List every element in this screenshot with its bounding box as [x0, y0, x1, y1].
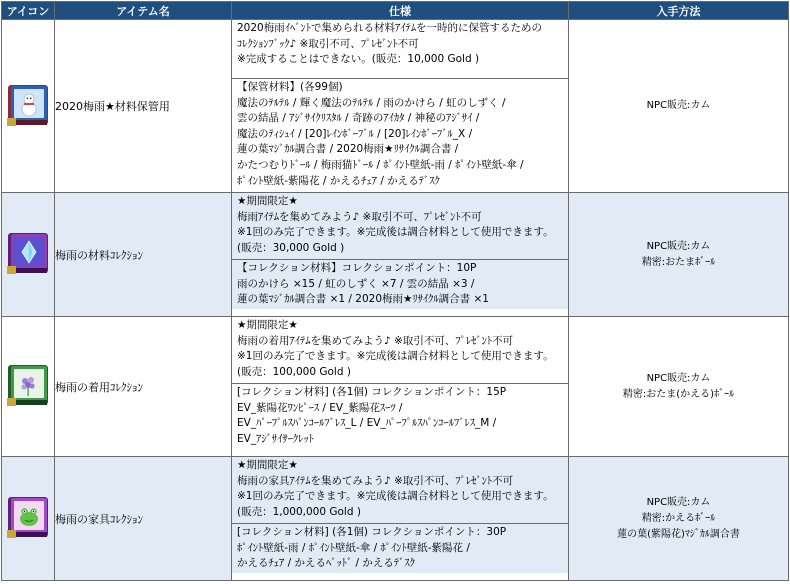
spec-line: ★期間限定★	[237, 459, 298, 471]
spec-line: ※完成することはできない。(販売：10,000 Gold )	[237, 53, 480, 66]
spec-line: 魔法のﾃﾙﾃﾙ / 輝く魔法のﾃﾙﾃﾙ / 雨のかけら / 虹のしずく /	[237, 96, 506, 109]
spec-line: (販売：100,000 Gold )	[237, 365, 351, 378]
spec-line: 2020梅雨ｲﾍﾞﾝﾄで集められる材料ｱｲﾃﾑを一時的に保管するための	[237, 22, 542, 34]
spec-description	[232, 193, 568, 260]
book-crystal-icon	[5, 230, 51, 276]
spec-line: EV_紫陽花ﾜﾝﾋﾟｰｽ / EV_紫陽花ｽｰﾂ /	[237, 401, 403, 414]
items-table	[1, 1, 789, 581]
spec-materials	[232, 524, 568, 573]
how-line: 精密:かえるﾎﾞｰﾙ	[641, 512, 716, 524]
spec-line: ﾎﾟｲﾝﾄ壁紙-紫陽花 / かえるﾁｪｱ / かえるﾃﾞｽｸ	[237, 174, 440, 187]
spec-line: [コレクション材料] (各1個) コレクションポイント：15P	[237, 386, 507, 398]
spec-line: 梅雨ｱｲﾃﾑを集めてみよう♪ ※取引不可、ﾌﾟﾚｾﾞﾝﾄ不可	[237, 210, 482, 223]
spec-line: ※1回のみ完了できます。※完成後は調合材料として使用できます。	[237, 226, 554, 239]
spec-description	[232, 20, 568, 79]
spec-line: かたつむりﾄﾞｰﾙ / 梅雨猫ﾄﾞｰﾙ / ﾎﾟｲﾝﾄ壁紙-雨 / ﾎﾟｲﾝﾄ壁紙-傘 /	[237, 158, 524, 171]
item-spec-cell	[232, 193, 569, 317]
spec-materials	[232, 79, 568, 190]
item-row-2	[2, 193, 789, 317]
spec-line: EV_ｱｼﾞｻｲｻｰｸﾚｯﾄ	[237, 432, 314, 445]
item-icon-cell	[2, 317, 55, 457]
how-line: 精密:おたまﾎﾞｰﾙ	[641, 256, 716, 268]
how-to-obtain	[569, 457, 789, 581]
item-icon-cell	[2, 457, 55, 581]
spec-line: 梅雨の家具ｱｲﾃﾑを集めてみよう♪ ※取引不可、ﾌﾟﾚｾﾞﾝﾄ不可	[237, 474, 514, 487]
item-row-3	[2, 317, 789, 457]
how-line: NPC販売:カム	[646, 496, 711, 508]
item-spec-cell	[232, 457, 569, 581]
spec-description	[232, 317, 568, 384]
spec-line: かえるﾁｪｱ / かえるﾍﾞｯﾄﾞ / かえるﾃﾞｽｸ	[237, 557, 415, 570]
spec-line: ★期間限定★	[237, 319, 298, 331]
spec-line: 【保管材料】(各99個)	[237, 81, 343, 93]
spec-line: 雨のかけら ×15 / 虹のしずく ×7 / 雲の結晶 ×3 /	[237, 277, 475, 290]
spec-line: (販売：1,000,000 Gold )	[237, 505, 361, 518]
item-spec-cell	[232, 20, 569, 193]
book-hydrangea-icon	[5, 362, 51, 408]
how-line: 精密:おたま(かえる)ﾎﾞｰﾙ	[622, 388, 735, 400]
item-name: 梅雨の材料ｺﾚｸｼｮﾝ	[55, 193, 232, 317]
item-icon-cell	[2, 193, 55, 317]
spec-line: [コレクション材料] (各1個) コレクションポイント：30P	[237, 526, 507, 538]
how-to-obtain	[569, 193, 789, 317]
book-frog-icon	[5, 494, 51, 540]
how-to-obtain	[569, 20, 789, 193]
item-icon-cell	[2, 20, 55, 193]
how-line: NPC販売:カム	[646, 240, 711, 252]
spec-line: ★期間限定★	[237, 195, 298, 207]
item-name: 2020梅雨★材料保管用	[55, 20, 232, 193]
spec-line: 蓮の葉ﾏｼﾞｶﾙ調合書 ×1 / 2020梅雨★ﾘｻｲｸﾙ調合書 ×1	[237, 293, 489, 306]
spec-line: ﾎﾟｲﾝﾄ壁紙-雨 / ﾎﾟｲﾝﾄ壁紙-傘 / ﾎﾟｲﾝﾄ壁紙-紫陽花 /	[237, 541, 470, 554]
header-icon: アイコン	[2, 2, 55, 20]
spec-line: EV_ﾊﾟｰﾌﾟﾙｽﾊﾟﾝｺｰﾙﾌﾞﾚｽ_L / EV_ﾊﾟｰﾌﾟﾙｽﾊﾟﾝｺｰﾙﾌﾞﾚｽ_M /	[237, 417, 497, 430]
item-name: 梅雨の家具ｺﾚｸｼｮﾝ	[55, 457, 232, 581]
spec-line: ※1回のみ完了できます。※完成後は調合材料として使用できます。	[237, 490, 554, 503]
book-snowman-icon	[5, 82, 51, 128]
spec-line: ｺﾚｸｼｮﾝﾌﾞｯｸ♪ ※取引不可、ﾌﾟﾚｾﾞﾝﾄ不可	[237, 37, 419, 50]
spec-line: (販売：30,000 Gold )	[237, 241, 345, 254]
how-line: NPC販売:カム	[646, 100, 711, 111]
spec-line: 雲の結晶 / ｱｼﾞｻｲｸﾘｽﾀﾙ / 奇跡のｱｲｶﾀ / 神秘のｱｼﾞｻｲ /	[237, 112, 480, 125]
spec-line: 蓮の葉ﾏｼﾞｶﾙ調合書 / 2020梅雨★ﾘｻｲｸﾙ調合書 /	[237, 143, 459, 156]
item-name: 梅雨の着用ｺﾚｸｼｮﾝ	[55, 317, 232, 457]
item-row-4	[2, 457, 789, 581]
spec-description	[232, 457, 568, 524]
how-line: 蓮の葉(紫陽花)ﾏｼﾞｶﾙ調合書	[617, 528, 740, 540]
header-how-to-obtain: 入手方法	[569, 2, 789, 20]
spec-materials	[232, 384, 568, 448]
spec-line: ※1回のみ完了できます。※完成後は調合材料として使用できます。	[237, 350, 554, 363]
how-line: NPC販売:カム	[646, 372, 711, 384]
header-item-name: アイテム名	[55, 2, 232, 20]
item-row-1	[2, 20, 789, 193]
spec-line: 魔法のﾃｨｼｭｲ / [20]ﾚｲﾝﾎﾞｰﾌﾞﾙ / [20]ﾚｲﾝﾎﾞｰﾌﾞﾙ_X /	[237, 127, 473, 140]
spec-materials	[232, 260, 568, 309]
how-to-obtain	[569, 317, 789, 457]
header-spec: 仕様	[232, 2, 569, 20]
item-spec-cell	[232, 317, 569, 457]
spec-line: 梅雨の着用ｱｲﾃﾑを集めてみよう♪ ※取引不可、ﾌﾟﾚｾﾞﾝﾄ不可	[237, 334, 514, 347]
header-row	[2, 2, 789, 20]
spec-line: 【コレクション材料】コレクションポイント：10P	[237, 262, 477, 274]
